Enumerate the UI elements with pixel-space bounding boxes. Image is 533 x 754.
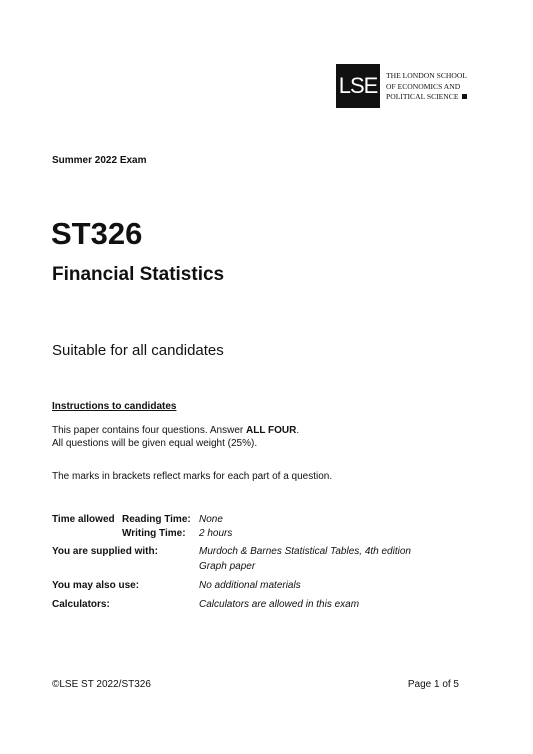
lse-logo-wordmark (386, 71, 467, 103)
logo-line-1: THE LONDON SCHOOL (386, 71, 467, 80)
instructions-line-1-end: . (296, 425, 300, 436)
instructions-answer-all: ALL FOUR (246, 425, 297, 436)
logo-line-3-text: POLITICAL SCIENCE (386, 92, 459, 101)
supplied-label: You are supplied with: (52, 546, 158, 557)
reading-time-label: Reading Time: (122, 514, 191, 525)
suitability-note: Suitable for all candidates (52, 342, 224, 359)
instructions-heading: Instructions to candidates (52, 401, 177, 412)
exam-session: Summer 2022 Exam (52, 155, 147, 166)
supplied-value-paper: Graph paper (199, 561, 256, 572)
logo-line-2: OF ECONOMICS AND (386, 81, 461, 91)
may-use-value: No additional materials (199, 580, 301, 591)
footer-copyright: ©LSE ST 2022/ST326 (52, 679, 151, 690)
marks-note: The marks in brackets reflect marks for each part of a question. (52, 471, 333, 482)
reading-time-value: None (199, 514, 223, 525)
supplied-value-tables: Murdoch & Barnes Statistical Tables, 4th edition (199, 546, 411, 557)
logo-line-3 (386, 92, 467, 103)
lse-logo (336, 64, 467, 108)
calculators-value: Calculators are allowed in this exam (199, 599, 360, 610)
writing-time-value: 2 hours (199, 528, 233, 539)
instructions-line-1 (52, 425, 299, 438)
lse-logo-mark: LSE (336, 64, 380, 108)
course-title: Financial Statistics (52, 264, 225, 285)
course-code: ST326 (51, 216, 143, 251)
square-icon (462, 94, 467, 99)
instructions-paragraph (52, 425, 299, 450)
may-use-label: You may also use: (52, 580, 140, 591)
time-allowed-label: Time allowed (52, 514, 115, 525)
instructions-line-1-start: This paper contains four questions. Answer (52, 425, 246, 436)
footer-page-number: Page 1 of 5 (407, 679, 459, 690)
calculators-label: Calculators: (52, 599, 110, 610)
instructions-line-2: All questions will be given equal weight (25%). (52, 437, 258, 449)
writing-time-label: Writing Time: (122, 528, 186, 539)
